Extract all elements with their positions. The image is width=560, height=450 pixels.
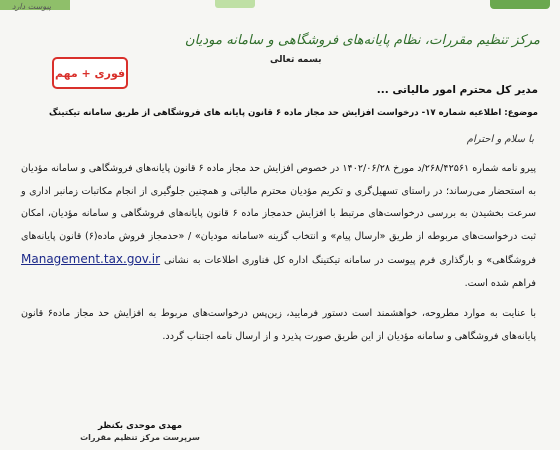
body-paragraph-1-end: فراهم شده است. — [464, 277, 536, 289]
bismillah-heading: بسمه تعالی — [270, 55, 322, 65]
letter-body — [21, 158, 536, 348]
body-paragraph-2: با عنایت به موارد مطروحه، خواهشمند است دستور فرمایید، زین‌پس درخواست‌های مربوط به افزایش حد مجاز ماده۶ قانون پایانه‌های فروشگاهی و سامانه مؤدیان از این طریق صورت پذیرد و از ارسال نامه اجتناب گردد. — [21, 308, 536, 342]
addressee-line: مدیر کل محترم امور مالیاتی ... — [376, 84, 538, 96]
priority-stamp-text: فوری + مهم — [54, 66, 126, 80]
body-paragraph-1 — [21, 158, 536, 295]
greeting-line: با سلام و احترام — [466, 134, 534, 145]
header-decoration-mid — [215, 0, 255, 8]
ticketing-url-link[interactable]: Management.tax.gov.ir — [21, 252, 161, 266]
organization-banner: مرکز تنظیم مقررات، نظام پایانه‌های فروشگاهی و سامانه مودیان — [184, 33, 540, 48]
attachment-label: پیوست دارد — [12, 2, 52, 11]
header-strip — [0, 0, 560, 18]
body-paragraph-1-text: پیرو نامه شماره ۲۶۸/۴۲۵۶۱/د مورخ ۱۴۰۲/۰۶/۲۸ در خصوص افزایش حد مجاز ماده ۶ قانون پایانه‌های فروشگاهی و سامانه مؤدیان به استحضار می‌رساند؛ در راستای تسهیل‌گری و تکریم مؤدیان محترم مالیاتی و همچنین جلوگیری از انجام مکاتبات زمانبر اداری و سرعت بخشیدن به بررسی درخواست‌های مرتبط با افزایش حدمجاز ماده ۶ قانون پایانه‌های فروشگاهی و سامانه مؤدیان، امکان ثبت درخواست‌های مربوطه از طریق «ارسال پیام» و انتخاب گزینه «سامانه مودیان» / «حدمجاز فروش ماده(۶) قانون پایانه‌های فروشگاهی» و بارگذاری فرم پیوست در سامانه تیکتینگ اداره کل فناوری اطلاعات به نشانی — [21, 163, 537, 266]
header-decoration-right — [490, 0, 550, 9]
priority-stamp — [52, 57, 128, 89]
signature-block — [80, 420, 200, 443]
subject-line: موضوع: اطلاعیه شماره ۱۷- درخواست افزایش حد مجاز ماده ۶ قانون پایانه های فروشگاهی از طریق سامانه تیکتینگ — [49, 108, 538, 118]
signatory-title: سرپرست مرکز تنظیم مقررات — [80, 433, 200, 442]
signatory-name: مهدی موحدی بکنظر — [97, 421, 183, 431]
